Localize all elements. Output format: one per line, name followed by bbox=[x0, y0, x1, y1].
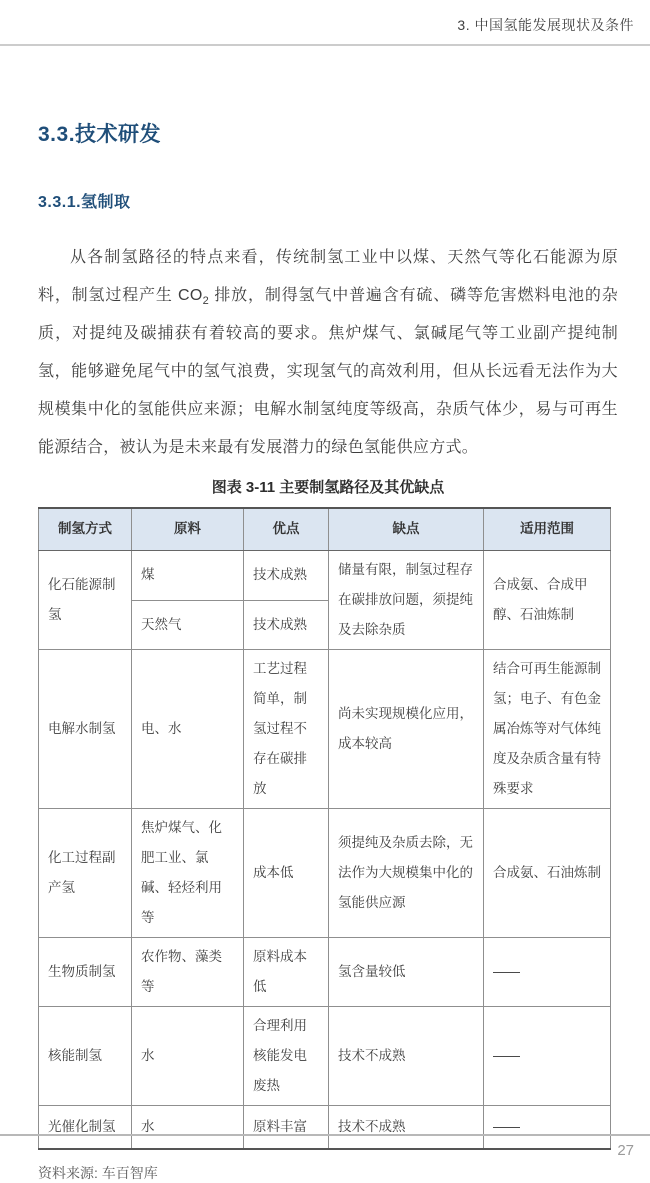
nuclear-method-cell: 核能制氢 bbox=[39, 1006, 132, 1105]
column-header-pros: 优点 bbox=[244, 508, 329, 550]
biomass-pros-cell: 原料成本低 bbox=[244, 937, 329, 1006]
section-title: 3.3.技术研发 bbox=[38, 123, 162, 146]
fossil-gas-material-cell: 天然气 bbox=[132, 601, 244, 649]
column-header-material: 原料 bbox=[132, 508, 244, 550]
page-number: 27 bbox=[617, 1142, 634, 1159]
column-header-method: 制氢方式 bbox=[39, 508, 132, 550]
table-row-byproduct bbox=[39, 808, 611, 937]
hydrogen-production-table bbox=[38, 507, 611, 1150]
photocatalytic-material-cell: 水 bbox=[132, 1105, 244, 1149]
table-caption: 图表 3-11 主要制氢路径及其优缺点 bbox=[211, 479, 445, 496]
electrolysis-material-cell: 电、水 bbox=[132, 649, 244, 808]
page-header bbox=[0, 0, 650, 35]
fossil-method-cell: 化石能源制氢 bbox=[39, 550, 132, 649]
photocatalytic-scope-cell: —— bbox=[484, 1105, 611, 1149]
page-footer bbox=[0, 1134, 650, 1169]
fossil-coal-material-cell: 煤 bbox=[132, 550, 244, 601]
column-header-scope: 适用范围 bbox=[484, 508, 611, 550]
byproduct-scope-cell: 合成氨、石油炼制 bbox=[484, 808, 611, 937]
photocatalytic-method-cell: 光催化制氢 bbox=[39, 1105, 132, 1149]
photocatalytic-cons-cell: 技术不成熟 bbox=[329, 1105, 484, 1149]
page-content bbox=[0, 118, 650, 1183]
electrolysis-method-cell: 电解水制氢 bbox=[39, 649, 132, 808]
table-header-row bbox=[39, 508, 611, 550]
body-paragraph bbox=[38, 239, 618, 467]
header-divider bbox=[0, 44, 650, 46]
byproduct-method-cell: 化工过程副产氢 bbox=[39, 808, 132, 937]
column-header-cons: 缺点 bbox=[329, 508, 484, 550]
nuclear-scope-cell: —— bbox=[484, 1006, 611, 1105]
byproduct-pros-cell: 成本低 bbox=[244, 808, 329, 937]
paragraph-text-before-subscript: 从各制氢路径的特点来看，传统制氢工业中以煤、天然气等化石能源为原料，制氢过程产生 CO bbox=[38, 249, 618, 304]
fossil-scope-cell: 合成氨、合成甲醇、石油炼制 bbox=[484, 550, 611, 649]
biomass-method-cell: 生物质制氢 bbox=[39, 937, 132, 1006]
byproduct-material-cell: 焦炉煤气、化肥工业、氯碱、轻烃利用等 bbox=[132, 808, 244, 937]
fossil-cons-cell: 储量有限，制氢过程存在碳排放问题，须提纯及去除杂质 bbox=[329, 550, 484, 649]
nuclear-material-cell: 水 bbox=[132, 1006, 244, 1105]
fossil-gas-pros-cell: 技术成熟 bbox=[244, 601, 329, 649]
electrolysis-pros-cell: 工艺过程简单，制氢过程不存在碳排放 bbox=[244, 649, 329, 808]
photocatalytic-pros-cell: 原料丰富 bbox=[244, 1105, 329, 1149]
nuclear-pros-cell: 合理利用核能发电废热 bbox=[244, 1006, 329, 1105]
subsection-title: 3.3.1.氢制取 bbox=[38, 194, 131, 211]
nuclear-cons-cell: 技术不成熟 bbox=[329, 1006, 484, 1105]
chapter-header-text: 3. 中国氢能发展现状及条件 bbox=[457, 17, 634, 33]
byproduct-cons-cell: 须提纯及杂质去除，无法作为大规模集中化的氢能供应源 bbox=[329, 808, 484, 937]
fossil-coal-pros-cell: 技术成熟 bbox=[244, 550, 329, 601]
biomass-material-cell: 农作物、藻类等 bbox=[132, 937, 244, 1006]
electrolysis-cons-cell: 尚未实现规模化应用，成本较高 bbox=[329, 649, 484, 808]
source-note: 资料来源: 车百智库 bbox=[38, 1165, 158, 1181]
table-row-electrolysis bbox=[39, 649, 611, 808]
paragraph-text-after-subscript: 排放，制得氢气中普遍含有硫、磷等危害燃料电池的杂质，对提纯及碳捕获有着较高的要求。焦炉煤气、氯碱尾气等工业副产提纯制氢，能够避免尾气中的氢气浪费，实现氢气的高效利用，但从长远看无法作为大规模集中化的氢能供应来源；电解水制氢纯度等级高，杂质气体少，易与可再生能源结合，被认为是未来最有发展潜力的绿色氢能供应方式。 bbox=[38, 287, 618, 456]
electrolysis-scope-cell: 结合可再生能源制氢；电子、有色金属冶炼等对气体纯度及杂质含量有特殊要求 bbox=[484, 649, 611, 808]
table-row-biomass bbox=[39, 937, 611, 1006]
table-row-nuclear bbox=[39, 1006, 611, 1105]
co2-subscript: 2 bbox=[202, 295, 210, 308]
biomass-scope-cell: —— bbox=[484, 937, 611, 1006]
biomass-cons-cell: 氢含量较低 bbox=[329, 937, 484, 1006]
table-row-fossil-coal bbox=[39, 550, 611, 601]
